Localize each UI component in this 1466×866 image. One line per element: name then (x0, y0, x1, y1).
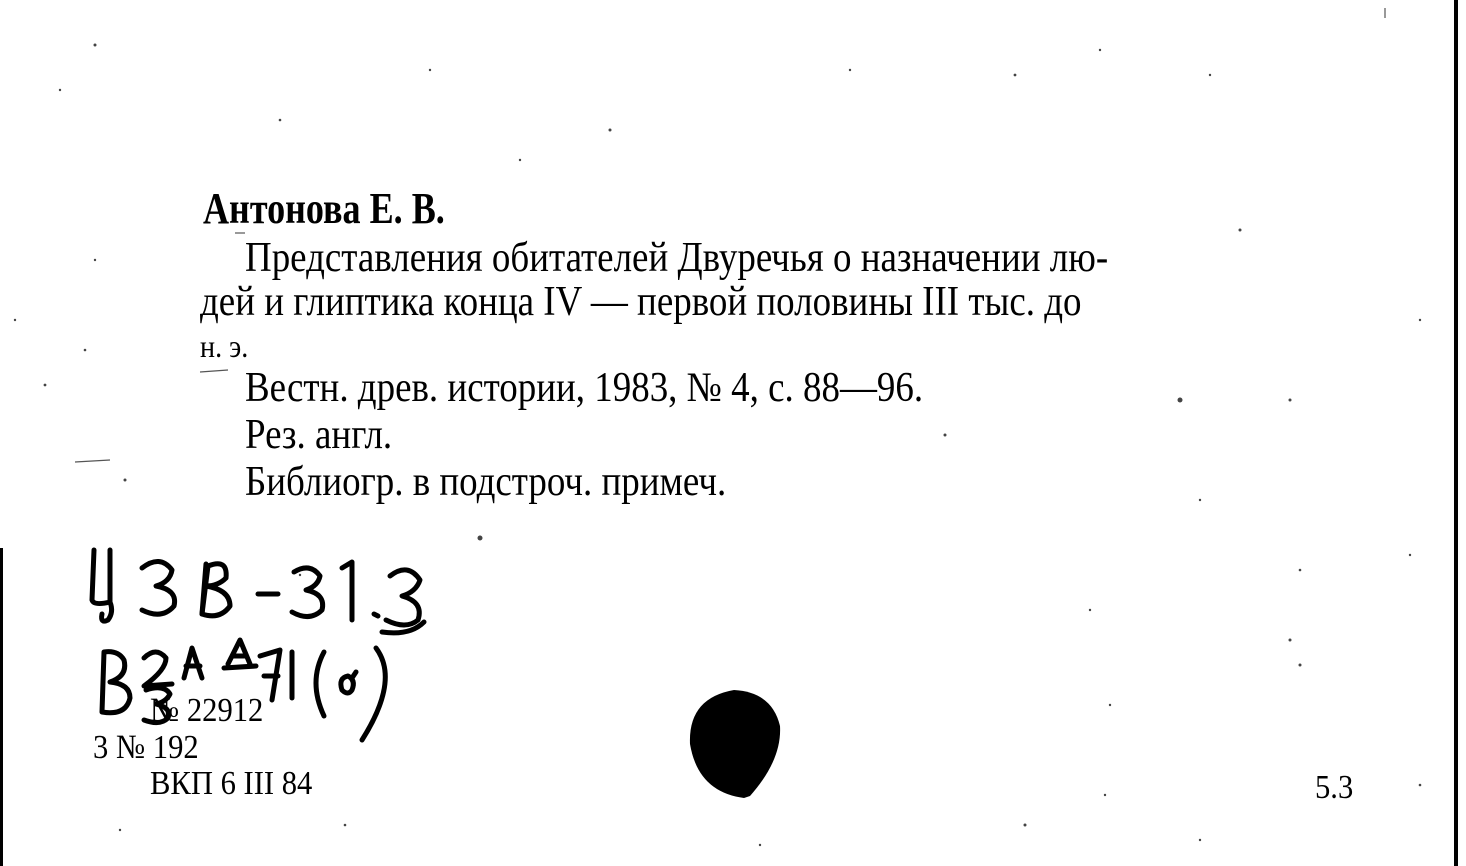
title-line-3: н. э. (200, 328, 249, 364)
punch-hole (688, 688, 784, 800)
corner-code: 5.3 (1315, 769, 1354, 806)
author-name: Антонова Е. В. (203, 184, 445, 233)
summary-note: Рез. англ. (245, 412, 393, 458)
handwritten-annotations (80, 540, 500, 750)
title-line-2: дей и глиптика конца IV — первой половины III тыс. до (200, 279, 1082, 325)
publication-stamp: ВКП 6 III 84 (150, 765, 313, 802)
title-line-1: Представления обитателей Двуречья о назначении лю- (245, 235, 1109, 281)
bibliography-note: Библиогр. в подстроч. примеч. (245, 459, 727, 505)
source-citation: Вестн. древ. истории, 1983, № 4, с. 88—96. (245, 365, 924, 411)
registration-number: № 22912 (150, 692, 264, 729)
order-number: 3 № 192 (93, 729, 199, 766)
